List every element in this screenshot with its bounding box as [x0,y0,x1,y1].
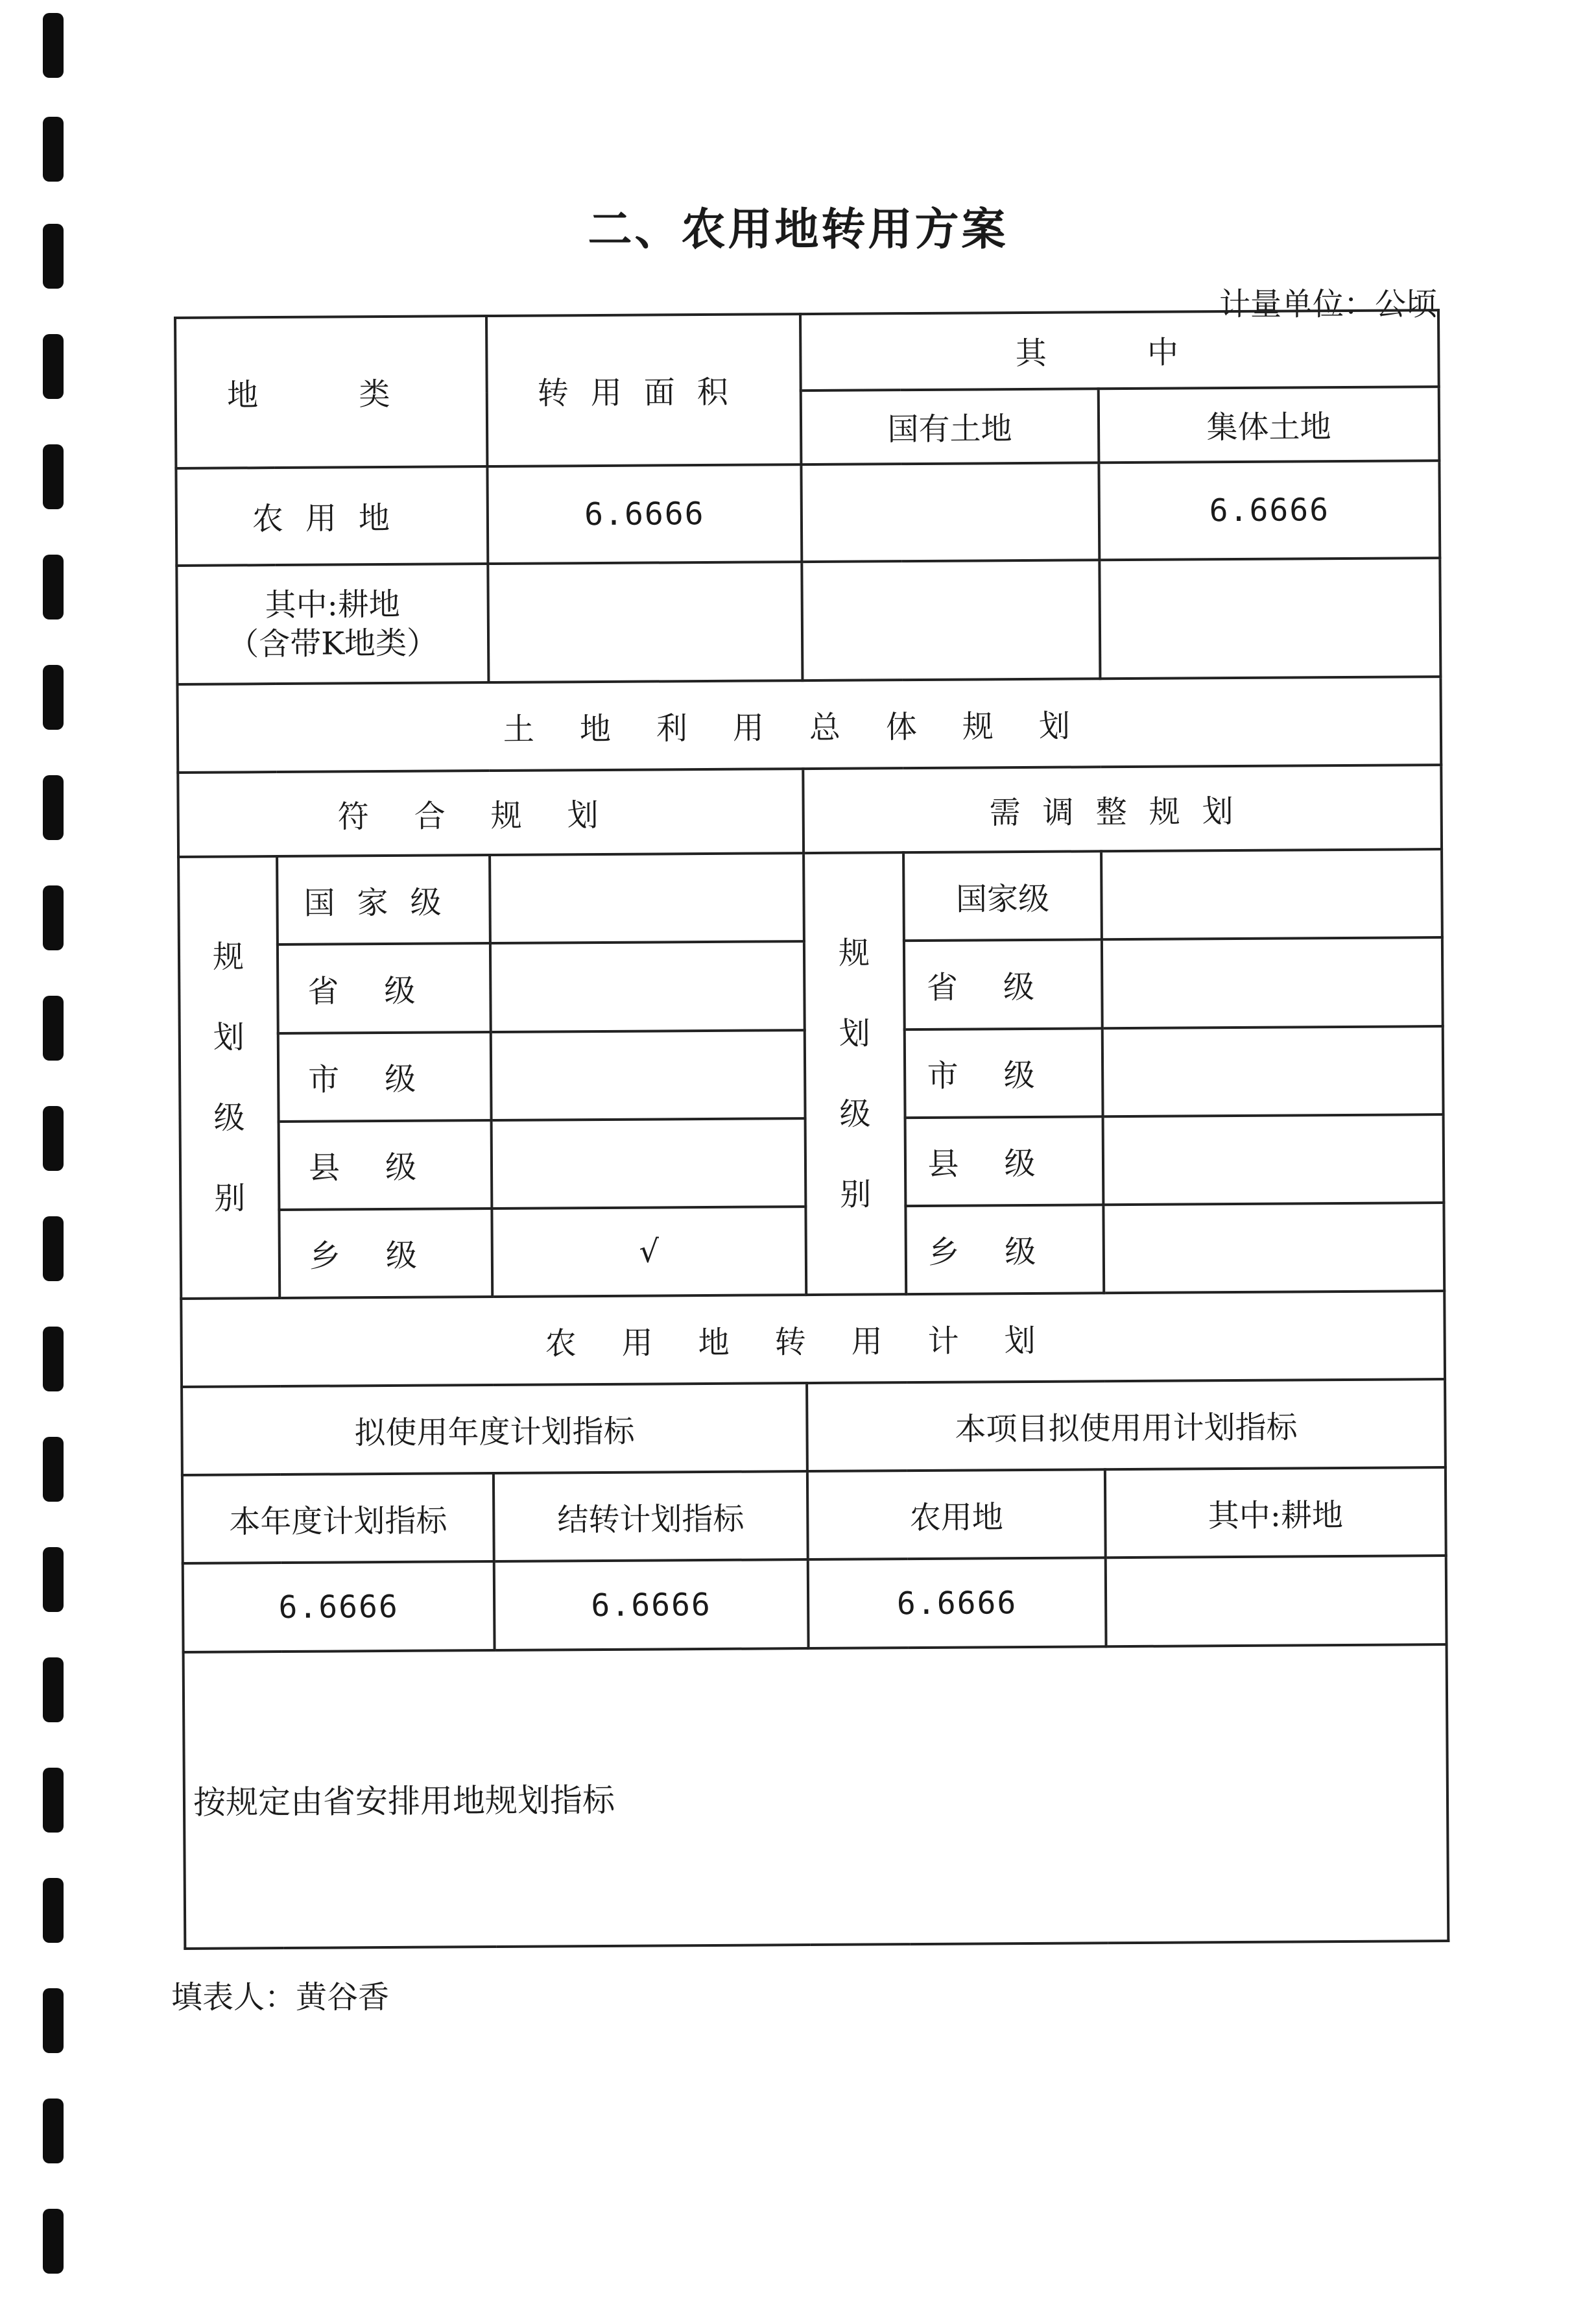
agricultural-state-value [801,463,1099,562]
adjust-level-category [804,852,906,1295]
cultivated-label-line2: （含带K地类） [227,625,438,663]
binding-hole [43,1988,64,2053]
among-header: 其 中 [800,310,1439,391]
conforming-level-municipal: 市级 [278,1032,492,1122]
conforming-plan-title: 符合规划 [178,769,804,857]
remarks-text: 按规定由省安排用地规划指标 [193,1781,615,1822]
page-title: 二、农用地转用方案 [588,204,1008,256]
conforming-level-category-text: 规划级别 [212,938,246,1217]
conforming-value-county [492,1118,806,1209]
carried-over-quota-value: 6.6666 [494,1560,809,1650]
adjust-value-municipal [1102,1026,1444,1116]
remarks-cell [184,1644,1449,1949]
binding-hole [43,555,64,619]
binding-hole [43,444,64,509]
binding-hole [43,1547,64,1612]
adjust-level-county: 县级 [905,1116,1104,1206]
project-agricultural-header: 农用地 [807,1470,1106,1560]
cultivated-label-line1: 其中:耕地 [265,586,400,623]
this-year-quota-header: 本年度计划指标 [182,1473,494,1563]
binding-hole [43,117,64,182]
binding-hole [43,775,64,840]
planning-section-title: 土地利用总体规划 [177,677,1441,773]
conforming-level-township: 乡级 [279,1209,492,1298]
binding-hole [43,1657,64,1722]
agricultural-area-value: 6.6666 [487,464,802,564]
land-type-header: 地 类 [175,316,487,468]
binding-hole [43,1327,64,1391]
state-land-header: 国有土地 [801,389,1099,464]
binding-holes [0,0,91,2297]
agricultural-land-label: 农用地 [176,466,488,566]
project-agricultural-value: 6.6666 [808,1558,1106,1648]
converted-area-header: 转用面积 [486,314,801,466]
conforming-value-national [490,853,804,943]
adjust-level-municipal: 市级 [905,1028,1103,1118]
adjust-level-provincial: 省级 [904,940,1102,1029]
adjust-level-category-text: 规划级别 [838,935,872,1213]
conforming-value-municipal [491,1030,805,1120]
adjust-level-township: 乡级 [905,1205,1104,1294]
project-cultivated-header: 其中:耕地 [1105,1467,1446,1557]
binding-hole [43,2099,64,2163]
adjust-value-township [1103,1203,1444,1293]
conversion-plan-section-title: 农用地转用计划 [181,1291,1445,1387]
conversion-form-table [174,309,1449,1950]
collective-land-header: 集体土地 [1099,387,1440,463]
cultivated-collective-value [1099,558,1440,679]
adjust-value-provincial [1102,937,1443,1028]
binding-hole [43,1768,64,1833]
conforming-value-provincial [490,941,805,1031]
conforming-value-township: √ [492,1207,806,1297]
this-year-quota-value: 6.6666 [183,1561,495,1652]
agricultural-collective-value: 6.6666 [1099,461,1440,560]
binding-hole [43,1437,64,1502]
binding-hole [43,665,64,730]
binding-hole [43,1878,64,1943]
binding-hole [43,996,64,1061]
binding-hole [43,334,64,399]
conforming-level-county: 县级 [279,1120,492,1210]
binding-hole [43,13,64,78]
form-filler: 填表人：黄谷香 [171,1979,390,2015]
project-quota-title: 本项目拟使用用计划指标 [807,1379,1446,1471]
adjust-plan-title: 需调整规划 [803,765,1442,853]
binding-hole [43,2209,64,2274]
adjust-value-county [1103,1114,1444,1205]
cultivated-area-value [488,562,802,682]
conforming-level-category [178,856,280,1299]
annual-quota-title: 拟使用年度计划指标 [182,1383,807,1475]
project-cultivated-value [1106,1556,1447,1646]
measurement-unit: 计量单位：公顷 [1219,286,1437,322]
binding-hole [43,885,64,950]
adjust-level-national: 国家级 [903,851,1102,941]
carried-over-quota-header: 结转计划指标 [494,1471,808,1561]
binding-hole [43,1216,64,1281]
cultivated-state-value [802,560,1100,680]
adjust-value-national [1101,849,1442,939]
cultivated-land-label [176,564,488,684]
conforming-level-provincial: 省级 [278,943,491,1033]
binding-hole [43,1106,64,1171]
conforming-level-national: 国家级 [277,855,490,944]
